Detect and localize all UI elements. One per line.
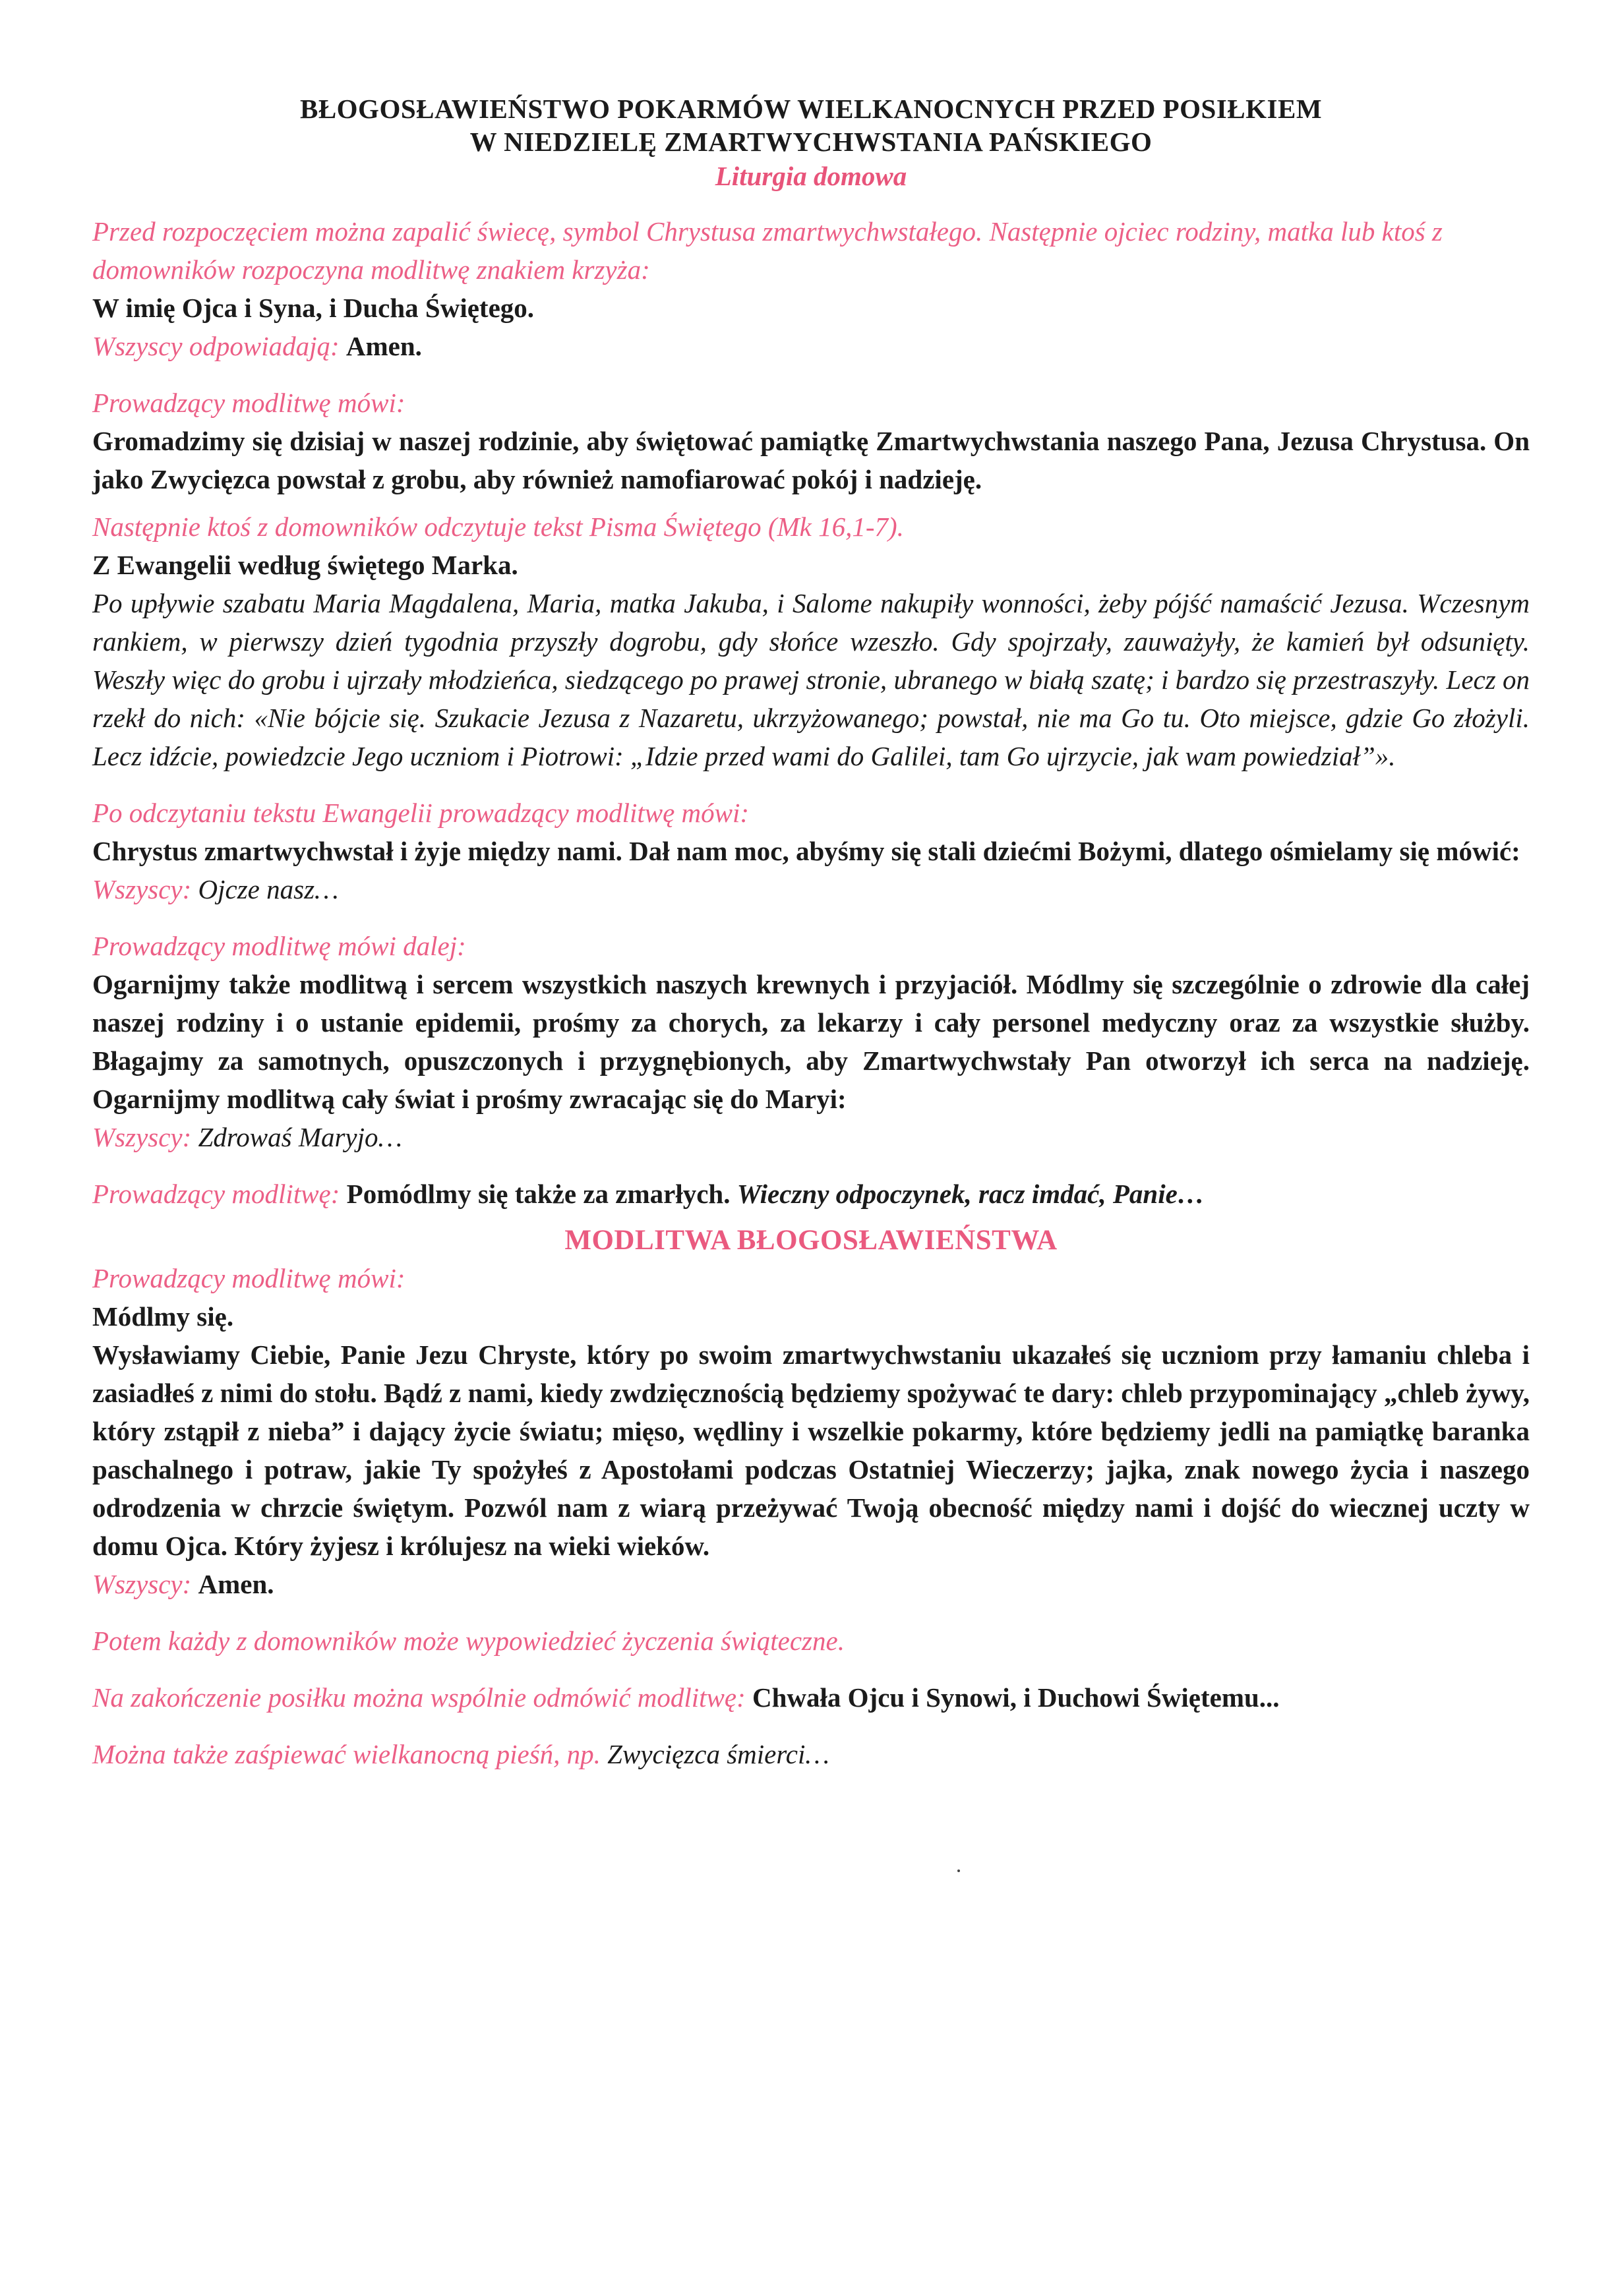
sign-of-cross: W imię Ojca i Syna, i Ducha Świętego. xyxy=(92,293,535,323)
rubric-text: Następnie ktoś z domowników odczytuje tekst Pisma Świętego (Mk 16,1-7). xyxy=(92,512,904,542)
rubric-text: Potem każdy z domowników może wypowiedzieć życzenia świąteczne. xyxy=(92,1626,845,1656)
eternal-rest-text: Wieczny odpoczynek, racz imdać, Panie… xyxy=(736,1179,1205,1209)
rubric-text: Przed rozpoczęciem można zapalić świecę, symbol Chrystusa zmartwychwstałego. Następnie ojciec rodziny, matka lub ktoś z domowników rozpoczyna modlitwę znakiem krzyża: xyxy=(92,216,1443,285)
amen-text: Amen. xyxy=(198,1569,274,1599)
hail-mary-response xyxy=(92,1118,1530,1156)
intercession-text: Ogarnijmy także modlitwą i sercem wszystkich naszych krewnych i przyjaciół. Módlmy się szczególnie o zdrowie dla całej naszej rodziny i o ustanie epidemii, prośmy za chorych, za lekarzy i cały personel medyczny oraz za wszystkie służby. Błagajmy za samotnych, opuszczonych i przygnębionych, aby Zmartwychwstały Pan otworzył ich serca na nadzieję. Ogarnijmy modlitwą cały świat i prośmy zwracając się do Maryi: xyxy=(92,969,1530,1114)
blessing-response xyxy=(92,1565,1530,1603)
lets-pray: Módlmy się. xyxy=(92,1301,234,1332)
document-subtitle: Liturgia domowa xyxy=(715,161,907,191)
rubric-text: Prowadzący modlitwę: xyxy=(92,1179,340,1209)
gospel-rubric xyxy=(92,508,1530,546)
rubric-text: Prowadzący modlitwę mówi: xyxy=(92,1263,405,1293)
prayer-text: Ojcze nasz… xyxy=(198,874,339,904)
rubric-text: Można także zaśpiewać wielkanocną pieśń, np. xyxy=(92,1739,601,1769)
intercession-rubric xyxy=(92,927,1530,965)
rubric-text: Wszyscy: xyxy=(92,1569,192,1599)
opening-response xyxy=(92,327,1530,365)
opening-rubric xyxy=(92,212,1530,289)
document-title xyxy=(92,92,1530,158)
wishes-rubric xyxy=(92,1622,1530,1660)
song-line xyxy=(92,1735,1530,1773)
gospel-heading: Z Ewangelii według świętego Marka. xyxy=(92,550,518,580)
rubric-text: Prowadzący modlitwę mówi dalej: xyxy=(92,931,466,961)
rubric-text: Na zakończenie posiłku można wspólnie odmówić modlitwę: xyxy=(92,1682,746,1713)
departed-text: Pomódlmy się także za zmarłych. xyxy=(346,1179,731,1209)
song-text: Zwycięzca śmierci… xyxy=(607,1739,829,1769)
blessing-text: Wysławiamy Ciebie, Panie Jezu Chryste, który po swoim zmartwychwstaniu ukazałeś się uczniom przy łamaniu chleba i zasiadłeś z nimi do stołu. Bądź z nami, kiedy zwdzięcznością będziemy spożywać te dary: chleb przypominający „chleb żywy, który zstąpił z nieba” i dający życie światu; mięso, wędliny i wszelkie pokarmy, które będziemy jedli na pamiątkę baranka paschalnego i potraw, jakie Ty spożyłeś z Apostołami podczas Ostatniej Wieczerzy; jajka, znak nowego życia i naszego odrodzenia w chrzcie świętym. Pozwól nam z wiarą przeżywać Twoją obecność między nami i dojść do wiecznej uczty w domu Ojca. Który żyjesz i królujesz na wieki wieków. xyxy=(92,1339,1530,1561)
introduction-rubric xyxy=(92,384,1530,422)
title-line-1: BŁOGOSŁAWIEŃSTWO POKARMÓW WIELKANOCNYCH PRZED POSIŁKIEM xyxy=(299,94,1323,124)
our-father-rubric xyxy=(92,794,1530,832)
rubric-text: Wszyscy: xyxy=(92,1122,192,1152)
departed-line xyxy=(92,1175,1530,1213)
blessing-rubric xyxy=(92,1259,1530,1297)
our-father-response xyxy=(92,870,1530,908)
amen-text: Amen. xyxy=(345,331,422,361)
gospel-text: Po upływie szabatu Maria Magdalena, Maria, matka Jakuba, i Salome nakupiły wonności, żeby pójść namaścić Jezusa. Wczesnym rankiem, w pierwszy dzień tygodnia przyszły dogrobu, gdy słońce wzeszło. Gdy spojrzały, zauważyły, że kamień był odsunięty. Weszły więc do grobu i ujrzały młodzieńca, siedzącego po prawej stronie, ubranego w białą szatę; i bardzo się przestraszyły. Lecz on rzekł do nich: «Nie bójcie się. Szukacie Jezusa z Nazaretu, ukrzyżowanego; powstał, nie ma Go tu. Oto miejsce, gdzie Go złożyli. Lecz idźcie, powiedzcie Jego uczniom i Piotrowi: „Idzie przed wami do Galilei, tam Go ujrzycie, jak wam powiedział”». xyxy=(92,588,1530,771)
glory-be-text: Chwała Ojcu i Synowi, i Duchowi Świętemu... xyxy=(752,1682,1280,1713)
document-page xyxy=(92,92,1530,2228)
rubric-text: Po odczytaniu tekstu Ewangelii prowadzący modlitwę mówi: xyxy=(92,798,750,828)
our-father-intro: Chrystus zmartwychwstał i żyje między nami. Dał nam moc, abyśmy się stali dziećmi Bożymi, dlatego ośmielamy się mówić: xyxy=(92,836,1520,866)
rubric-text: Wszyscy odpowiadają: xyxy=(92,331,340,361)
prayer-text: Zdrowaś Maryjo… xyxy=(198,1122,402,1152)
closing-prayer-line xyxy=(92,1678,1530,1717)
introduction-text: Gromadzimy się dzisiaj w naszej rodzinie, aby świętować pamiątkę Zmartwychwstania naszego Pana, Jezusa Chrystusa. On jako Zwycięzca powstał z grobu, aby również namofiarować pokój i nadzieję. xyxy=(92,426,1530,494)
rubric-text: Wszyscy: xyxy=(92,874,192,904)
scan-speck xyxy=(957,1869,960,1872)
blessing-section-title: MODLITWA BŁOGOSŁAWIEŃSTWA xyxy=(564,1225,1058,1256)
rubric-text: Prowadzący modlitwę mówi: xyxy=(92,388,405,418)
title-line-2: W NIEDZIELĘ ZMARTWYCHWSTANIA PAŃSKIEGO xyxy=(469,127,1153,157)
